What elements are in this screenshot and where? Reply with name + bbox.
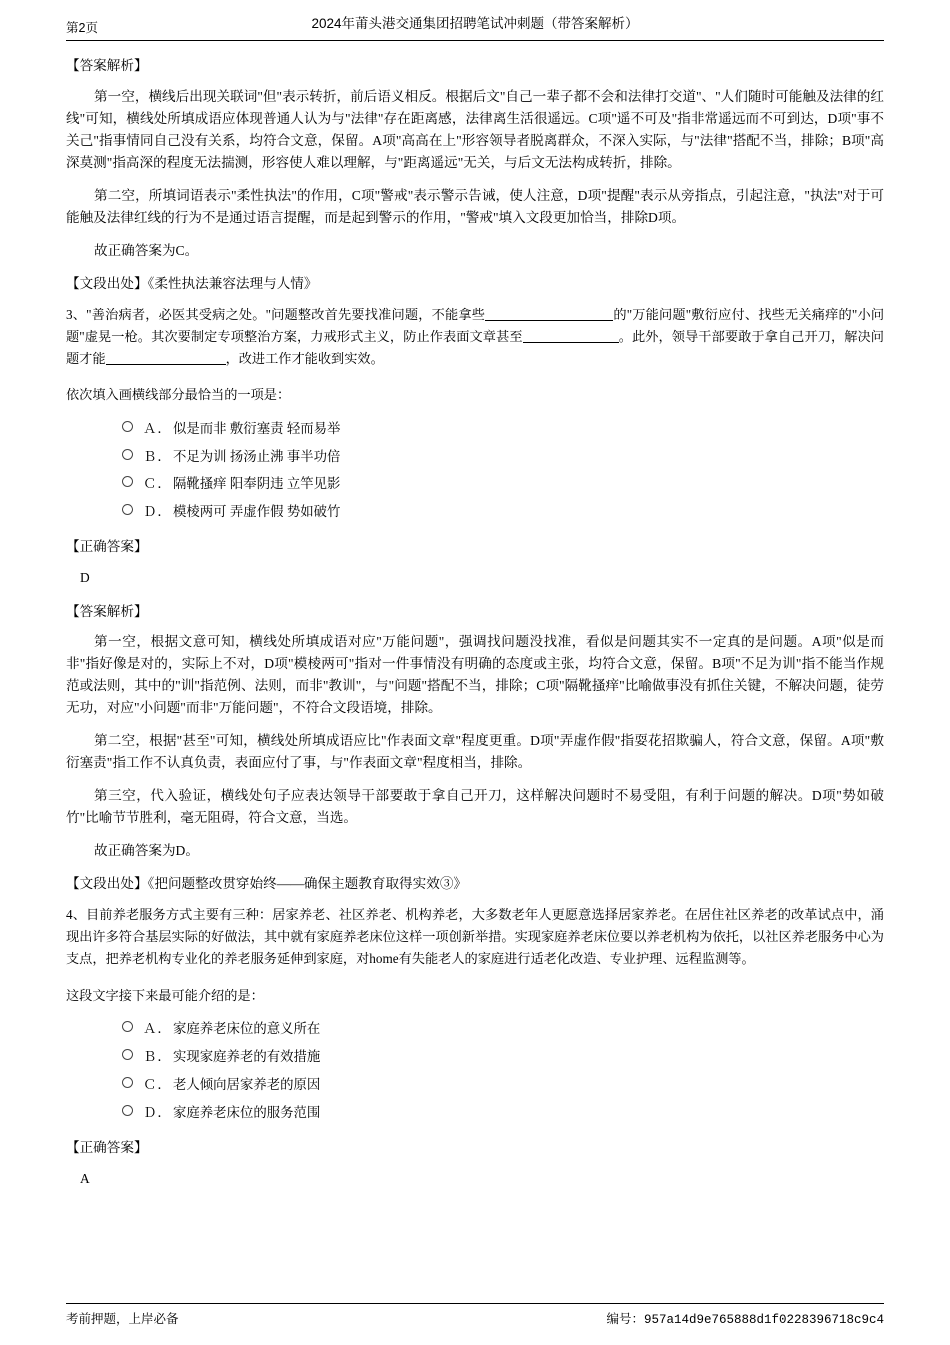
footer-code-value: 957a14d9e765888d1f0228396718c9c4 xyxy=(643,1313,884,1327)
q4-prompt: 这段文字接下来最可能介绍的是： xyxy=(66,987,264,1003)
q3-option-d-letter: Ｄ． xyxy=(143,504,172,520)
q4-option-d-text: 家庭养老床位的服务范围 xyxy=(173,1104,321,1120)
q4-option-a-text: 家庭养老床位的意义所在 xyxy=(173,1021,321,1037)
footer-code xyxy=(606,1309,884,1327)
q3-analysis-p3: 第三空，代入验证，横线处句子应表达领导干部要敢于拿自己开刀，这样解决问题时不易受阻，有利于问题的解决。D项"势如破竹"比喻节节胜利，毫无阻碍，符合文意，当选。 xyxy=(66,788,884,826)
q3-blank-2 xyxy=(523,342,619,343)
radio-icon[interactable] xyxy=(122,504,133,515)
q4-option-a-letter: Ａ． xyxy=(143,1021,172,1037)
q3-option-c-letter: Ｃ． xyxy=(143,476,172,492)
q4-correct-answer-value: A xyxy=(80,1170,90,1186)
q2-analysis-p1: 第一空，横线后出现关联词"但"表示转折，前后语义相反。根据后文"自己一辈子都不会和法律打交道"、"人们随时可能触及法律的红线"可知，横线处所填成语应体现普通人认为与"法律"存在距离感，法律离生活很遥远。C项"遥不可及"指非常遥远而不可到达，D项"事不关己"指事情同自己没有关系，均符合文意，保留。A项"高高在上"形容领导者脱离群众，不深入实际，与"法律"搭配不当，排除；B项"高深莫测"指高深的程度无法揣测，形容使人难以理解，与"距离遥远"无关，与后文无法构成转折，排除。 xyxy=(66,88,884,170)
q2-analysis-label: 【答案解析】 xyxy=(66,58,148,73)
q3-source-line xyxy=(66,873,884,895)
q2-analysis-p3: 故正确答案为C。 xyxy=(94,242,199,258)
q4-option-a[interactable] xyxy=(122,1016,884,1044)
q3-blank-1 xyxy=(485,320,613,321)
q3-analysis-p1: 第一空，根据文意可知，横线处所填成语对应"万能问题"，强调找问题没找准，看似是问题其实不一定真的是问题。A项"似是而非"指好像是对的，实际上不对，D项"模棱两可"指对一件事情没有明确的态度或主张，均符合文意，保留。B项"不足为训"指不能当作规范或法则，其中的"训"指范例、法则，而非"教训"，与"问题"搭配不当，排除；C项"隔靴搔痒"比喻做事没有抓住关键，不解决问题，徒劳无功，对应"小问题"而非"万能问题"，不符合文段语境，排除。 xyxy=(66,634,884,716)
q2-source-text: 《柔性执法兼容法理与人情》 xyxy=(147,275,318,291)
q4-option-c-letter: Ｃ． xyxy=(143,1076,172,1092)
q3-stem-part2: 的"万能问题"敷衍应付、找些无关痛痒的"小问题"虚晃一枪。其次要制定专项整治方案，力戒形式主义，防止作表面文章甚至 xyxy=(66,306,885,344)
q3-option-c[interactable] xyxy=(122,471,884,499)
page-footer xyxy=(66,1303,884,1327)
q3-analysis-p4: 故正确答案为D。 xyxy=(94,843,199,859)
q4-options xyxy=(66,1016,884,1127)
radio-icon[interactable] xyxy=(122,476,133,487)
radio-icon[interactable] xyxy=(122,449,133,460)
q4-option-b-text: 实现家庭养老的有效措施 xyxy=(173,1049,321,1065)
q3-correct-answer-value: D xyxy=(80,570,90,586)
q3-source-text: 《把问题整改贯穿始终——确保主题教育取得实效③》 xyxy=(147,876,468,892)
q3-blank-3 xyxy=(106,364,226,365)
q4-option-b[interactable] xyxy=(122,1044,884,1072)
header-page-number: 第2页 xyxy=(66,21,98,35)
q3-option-d-text: 模棱两可 弄虚作假 势如破竹 xyxy=(173,504,341,520)
q3-stem-part4: ，改进工作才能收到实效。 xyxy=(225,350,384,366)
q4-correct-answer-label: 【正确答案】 xyxy=(66,1139,148,1155)
q4-stem: 4、目前养老服务方式主要有三种：居家养老、社区养老、机构养老，大多数老年人更愿意选择居家养老。在居住社区养老的改革试点中，涌现出许多符合基层实际的好做法，其中就有家庭养老床位这样一项创新举措。实现家庭养老床位要以养老机构为依托，以社区养老服务中心为支点，把养老机构专业化的养老服务延伸到家庭，对home有失能老人的家庭进行适老化改造、专业护理、远程监测等。 xyxy=(66,907,884,967)
q2-source-line xyxy=(66,273,884,295)
q3-option-d[interactable] xyxy=(122,499,884,527)
q3-prompt: 依次填入画横线部分最恰当的一项是： xyxy=(66,387,291,403)
footer-code-label: 编号： xyxy=(606,1312,644,1326)
radio-icon[interactable] xyxy=(122,1077,133,1088)
q2-source-label: 【文段出处】 xyxy=(66,275,148,291)
q4-option-d[interactable] xyxy=(122,1099,884,1127)
q3-options xyxy=(66,415,884,526)
page-header xyxy=(66,0,884,36)
radio-icon[interactable] xyxy=(122,1105,133,1116)
q3-option-b-text: 不足为训 扬汤止沸 事半功倍 xyxy=(173,448,341,464)
q3-correct-answer-label: 【正确答案】 xyxy=(66,539,148,555)
footer-slogan: 考前押题，上岸必备 xyxy=(66,1312,179,1326)
q3-option-b-letter: Ｂ． xyxy=(143,448,172,464)
header-title: 2024年莆头港交通集团招聘笔试冲刺题（带答案解析） xyxy=(311,16,639,31)
q3-option-c-text: 隔靴搔痒 阳奉阴违 立竿见影 xyxy=(173,476,341,492)
q3-option-a[interactable] xyxy=(122,415,884,443)
footer-row xyxy=(66,1309,884,1327)
q3-stem xyxy=(66,304,884,371)
radio-icon[interactable] xyxy=(122,1049,133,1060)
q3-source-label: 【文段出处】 xyxy=(66,876,148,892)
q4-option-c-text: 老人倾向居家养老的原因 xyxy=(173,1076,321,1092)
q3-analysis-label: 【答案解析】 xyxy=(66,603,148,619)
q3-option-a-text: 似是而非 敷衍塞责 轻而易举 xyxy=(173,420,341,436)
q3-option-b[interactable] xyxy=(122,443,884,471)
footer-divider xyxy=(66,1303,884,1304)
q3-option-a-letter: Ａ． xyxy=(143,420,172,436)
radio-icon[interactable] xyxy=(122,1021,133,1032)
radio-icon[interactable] xyxy=(122,421,133,432)
q2-analysis-p2: 第二空，所填词语表示"柔性执法"的作用，C项"警戒"表示警示告诫，使人注意，D项"提醒"表示从旁指点，引起注意，"执法"对于可能触及法律红线的行为不是通过语言提醒，而是起到警示的作用，"警戒"填入文段更加恰当，排除D项。 xyxy=(66,187,884,225)
q3-stem-part1: 3、"善治病者，必医其受病之处。"问题整改首先要找准问题，不能拿些 xyxy=(66,306,486,322)
q4-option-c[interactable] xyxy=(122,1071,884,1099)
q3-stem-part3: 。此外，领导干部要敢于拿自己开刀，解决问题才能 xyxy=(66,328,884,366)
document-content xyxy=(66,41,884,1189)
q3-analysis-p2: 第二空，根据"甚至"可知，横线处所填成语应比"作表面文章"程度更重。D项"弄虚作假"指耍花招欺骗人，符合文意，保留。A项"敷衍塞责"指工作不认真负责，表面应付了事，与"作表面文章"程度相当，排除。 xyxy=(66,733,884,771)
q4-option-b-letter: Ｂ． xyxy=(143,1049,172,1065)
q4-option-d-letter: Ｄ． xyxy=(143,1104,172,1120)
